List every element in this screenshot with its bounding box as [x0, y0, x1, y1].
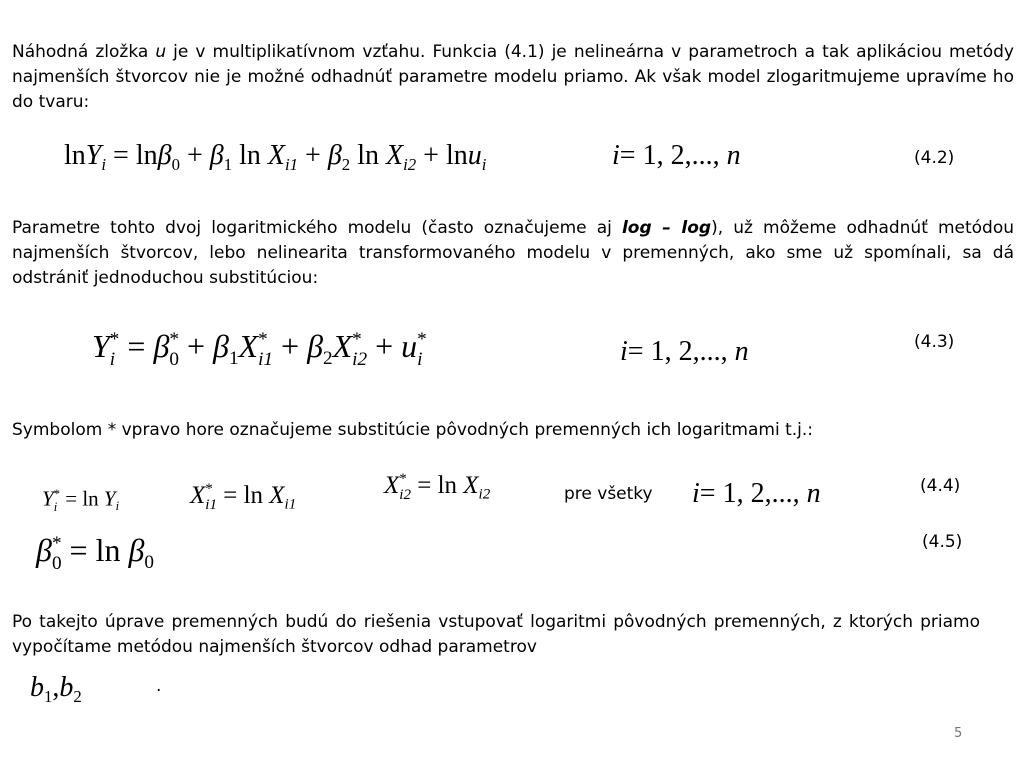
paragraph-symbol: Symbolom * vpravo hore označujeme substitúcie pôvodných premenných ich logaritmami t.j.:	[12, 420, 814, 440]
equation-4-4-x1: X * i1 = $\ln X_{i1}$	[190, 481, 297, 513]
equation-number-4-4: (4.4)	[920, 476, 961, 496]
equation-4-4-range: i= 1, 2,..., n	[692, 478, 821, 509]
sentence-period: .	[156, 676, 162, 696]
equation-number-4-3: (4.3)	[914, 332, 955, 352]
log-log-term: log – log	[621, 218, 712, 238]
pre-vsetky-label: pre všetky	[564, 484, 653, 504]
parameters-b1-b2: $b_1,b_2$	[30, 672, 82, 706]
equation-number-4-2: (4.2)	[914, 148, 955, 168]
equation-4-3: Y * i = β * 0 + $\beta_1X$ * i1 + $\beta_2X$ * i2 + u * i	[92, 328, 427, 371]
variable-u: u	[155, 42, 167, 62]
equation-number-4-5: (4.5)	[922, 532, 963, 552]
paragraph-conclusion: Po takejto úprave premenných budú do riešenia vstupovať logaritmi pôvodných premenných, z ktorých priamo vypočítame metódou najmenších štvorcov odhad parametrov	[12, 612, 980, 657]
paragraph-log-log: Parametre tohto dvoj logaritmického modelu (často označujeme aj log – log), už môžeme odhadnúť metódou najmenších štvorcov, lebo nelinearita transformovaného modelu v premenných, ako sme už spomínali, sa dá odstrániť jednoduchou substitúciou:	[12, 218, 1015, 288]
equation-4-2: $\ln Y_i = \ln\beta_0 + \beta_1$ $\ln X_{i1} + \beta_2$ $\ln X_{i2} + \ln u_i$	[64, 140, 487, 174]
equation-4-3-range: i= 1, 2,..., n	[620, 336, 749, 367]
equation-4-4-y: Y * i = $\ln Y_i$	[42, 486, 120, 515]
equation-4-2-range: i= 1, 2,..., n	[612, 140, 741, 171]
paragraph-intro: Náhodná zložka u je v multiplikatívnom vzťahu. Funkcia (4.1) je nelineárna v parametroch a tak aplikáciou metódy najmenších štvorcov nie je možné odhadnúť parametre modelu priamo. Ak však model zlogaritmujeme upravíme ho do tvaru:	[12, 42, 1014, 112]
equation-4-4-x2: X * i2 = $\ln X_{i2}$	[384, 471, 491, 503]
equation-4-5: β * 0 = $\ln \beta_0$	[36, 532, 154, 575]
page-number: 5	[954, 726, 963, 741]
